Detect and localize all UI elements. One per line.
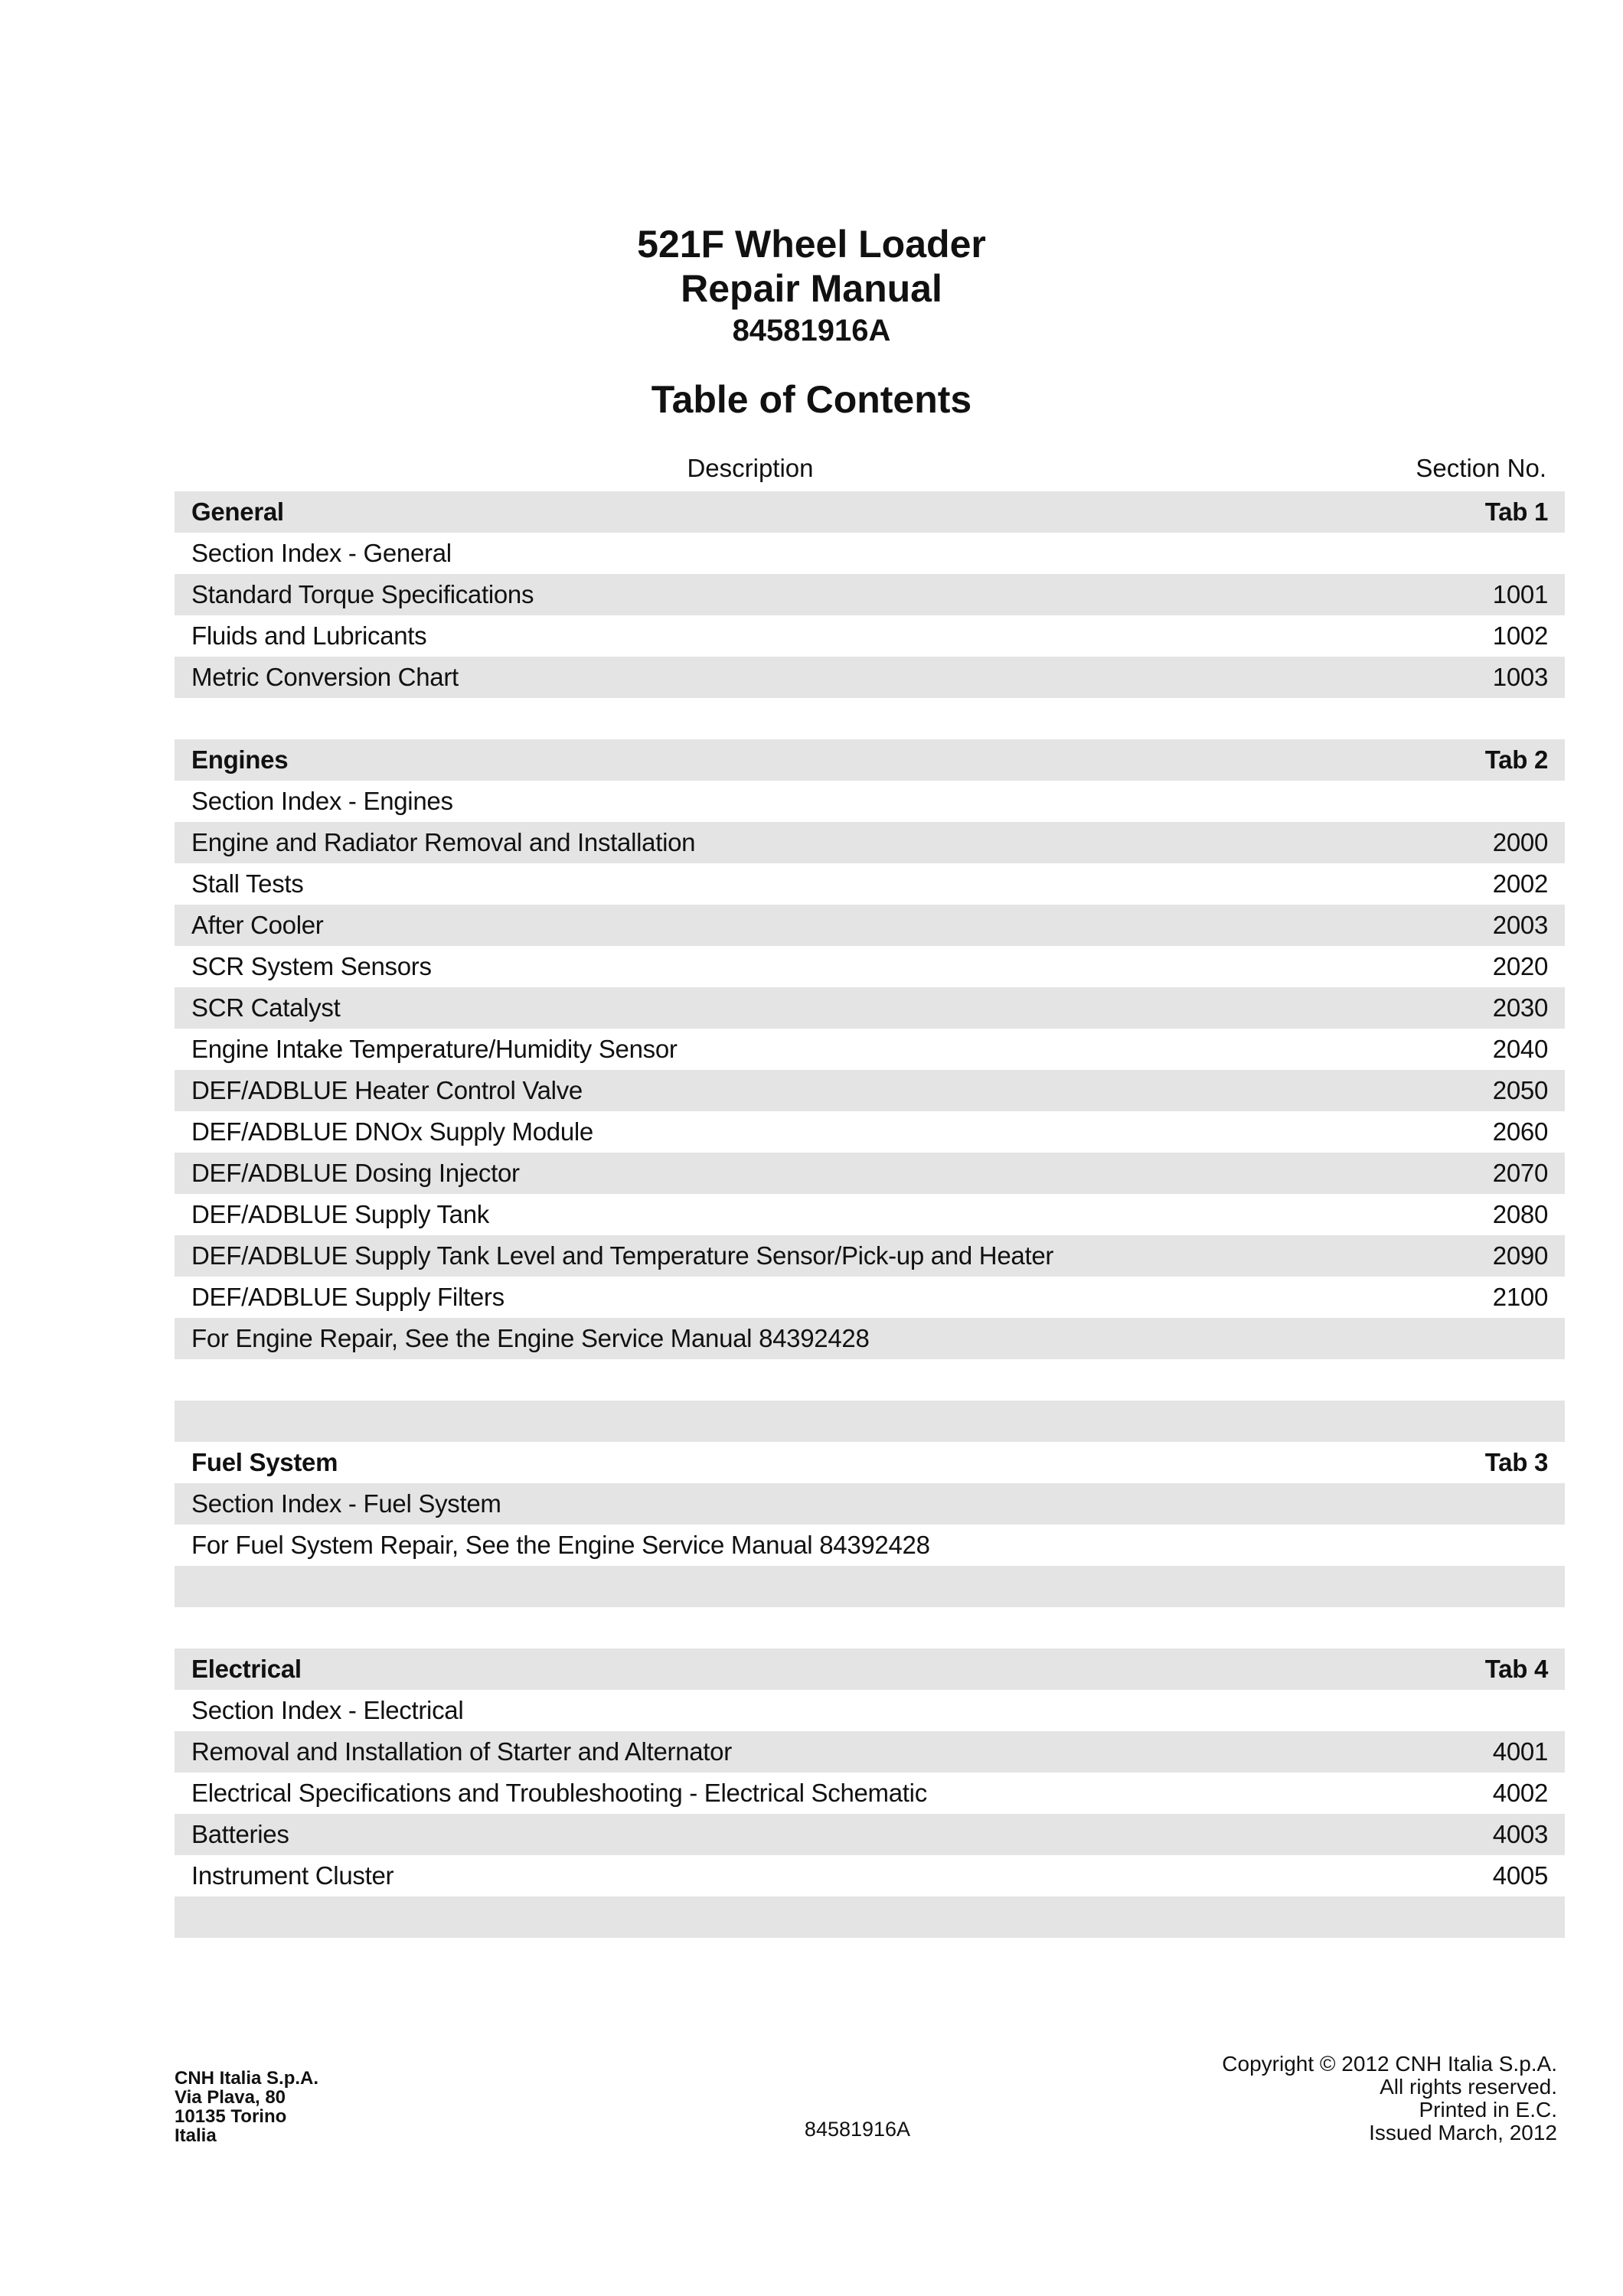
toc-section-header — [175, 1649, 1565, 1690]
toc-description: Section Index - Engines — [191, 787, 453, 815]
toc-section-number: 2090 — [1492, 1241, 1548, 1270]
toc-description: Batteries — [191, 1820, 289, 1848]
manual-title-block — [0, 222, 1623, 351]
toc-description: Electrical Specifications and Troubleshooting - Electrical Schematic — [191, 1779, 927, 1807]
toc-description: Fuel System — [191, 1448, 338, 1476]
toc-row — [175, 1401, 1565, 1442]
toc-description: Metric Conversion Chart — [191, 663, 459, 691]
toc-section-number: Tab 2 — [1484, 745, 1548, 774]
toc-section-number: Tab 4 — [1484, 1655, 1548, 1683]
toc-description: SCR Catalyst — [191, 993, 341, 1022]
toc-description: Stall Tests — [191, 869, 304, 898]
toc-description: Engines — [191, 745, 289, 774]
toc-description: For Engine Repair, See the Engine Service Manual 84392428 — [191, 1324, 870, 1352]
toc-row — [175, 1359, 1565, 1401]
toc-section-number: Tab 3 — [1484, 1448, 1548, 1476]
toc-row — [175, 1194, 1565, 1235]
toc-row — [175, 1855, 1565, 1896]
company-address-line: 10135 Torino — [175, 2106, 287, 2127]
toc-row — [175, 1483, 1565, 1525]
toc-section-number: 2030 — [1492, 993, 1548, 1022]
toc-description: DEF/ADBLUE Supply Filters — [191, 1283, 505, 1311]
toc-section-number: 2070 — [1492, 1159, 1548, 1187]
toc-section-number: 1003 — [1492, 663, 1548, 691]
toc-row — [175, 781, 1565, 822]
toc-description: Engine and Radiator Removal and Installation — [191, 828, 696, 856]
company-address-line: Italia — [175, 2125, 217, 2146]
toc-description: Section Index - Fuel System — [191, 1489, 501, 1518]
section-column-header: Section No. — [1416, 454, 1546, 482]
toc-row — [175, 1731, 1565, 1773]
toc-section-number: 2060 — [1492, 1117, 1548, 1146]
toc-row — [175, 533, 1565, 574]
copyright-line: Printed in E.C. — [1419, 2098, 1557, 2122]
toc-row — [175, 1235, 1565, 1277]
toc-row — [175, 822, 1565, 863]
copyright-line: All rights reserved. — [1380, 2075, 1557, 2099]
description-column-header: Description — [687, 454, 814, 482]
toc-row — [175, 1318, 1565, 1359]
toc-section-number: 4002 — [1492, 1779, 1548, 1807]
toc-section-number: 4001 — [1492, 1737, 1548, 1766]
toc-section-number: 2050 — [1492, 1076, 1548, 1104]
toc-row — [175, 1153, 1565, 1194]
toc-section-number: 2080 — [1492, 1200, 1548, 1228]
toc-row — [175, 905, 1565, 946]
copyright-line: Issued March, 2012 — [1369, 2121, 1557, 2144]
manual-title: 521F Wheel Loader — [637, 223, 986, 266]
toc-row — [175, 946, 1565, 987]
toc-title: Table of Contents — [651, 378, 972, 421]
company-address-line: Via Plava, 80 — [175, 2087, 286, 2108]
toc-description: Fluids and Lubricants — [191, 621, 427, 650]
toc-description: Electrical — [191, 1655, 302, 1683]
toc-row — [175, 1690, 1565, 1731]
company-address-line: CNH Italia S.p.A. — [175, 2068, 319, 2089]
toc-section-number: 2002 — [1492, 869, 1548, 898]
toc-description: General — [191, 497, 284, 526]
toc-row — [175, 1277, 1565, 1318]
toc-description: DEF/ADBLUE Dosing Injector — [191, 1159, 520, 1187]
toc-description: Engine Intake Temperature/Humidity Sensor — [191, 1035, 678, 1063]
toc-description: Instrument Cluster — [191, 1861, 394, 1890]
toc-row — [175, 1814, 1565, 1855]
toc-row — [175, 1773, 1565, 1814]
toc-description: Standard Torque Specifications — [191, 580, 534, 608]
toc-section-number: 2000 — [1492, 828, 1548, 856]
toc-section-header — [175, 491, 1565, 533]
toc-section-number: 4005 — [1492, 1861, 1548, 1890]
toc-section-number: 2003 — [1492, 911, 1548, 939]
copyright-block — [1222, 2053, 1557, 2144]
toc-description: DEF/ADBLUE DNOx Supply Module — [191, 1117, 593, 1146]
toc-row — [175, 1566, 1565, 1607]
toc-row — [175, 657, 1565, 698]
toc-section-number: 2100 — [1492, 1283, 1548, 1311]
toc-description: DEF/ADBLUE Supply Tank — [191, 1200, 489, 1228]
manual-doc-number: 84581916A — [732, 314, 891, 347]
toc-description: For Fuel System Repair, See the Engine Service Manual 84392428 — [191, 1531, 930, 1559]
toc-section-number: 1002 — [1492, 621, 1548, 650]
toc-row — [175, 615, 1565, 657]
manual-subtitle: Repair Manual — [681, 267, 942, 310]
toc-section-number: 2040 — [1492, 1035, 1548, 1063]
toc-row — [175, 1111, 1565, 1153]
toc-description: Section Index - Electrical — [191, 1696, 464, 1724]
copyright-line: Copyright © 2012 CNH Italia S.p.A. — [1222, 2052, 1557, 2076]
toc-table — [175, 491, 1565, 1938]
toc-row — [175, 1070, 1565, 1111]
toc-row — [175, 987, 1565, 1029]
toc-description: DEF/ADBLUE Supply Tank Level and Temperature Sensor/Pick-up and Heater — [191, 1241, 1054, 1270]
toc-row — [175, 863, 1565, 905]
toc-spacer — [175, 698, 1565, 739]
toc-section-header — [175, 739, 1565, 781]
toc-description: After Cooler — [191, 911, 324, 939]
toc-description: SCR System Sensors — [191, 952, 432, 980]
toc-row — [175, 1896, 1565, 1938]
toc-section-number: 4003 — [1492, 1820, 1548, 1848]
toc-section-header — [175, 1442, 1565, 1483]
toc-description: Removal and Installation of Starter and Alternator — [191, 1737, 732, 1766]
toc-section-number: 1001 — [1492, 580, 1548, 608]
toc-row — [175, 574, 1565, 615]
toc-section-number: Tab 1 — [1484, 497, 1548, 526]
toc-description: Section Index - General — [191, 539, 452, 567]
toc-section-number: 2020 — [1492, 952, 1548, 980]
toc-description: DEF/ADBLUE Heater Control Valve — [191, 1076, 583, 1104]
toc-row — [175, 1525, 1565, 1566]
toc-row — [175, 1029, 1565, 1070]
toc-spacer — [175, 1607, 1565, 1649]
footer-doc-number: 84581916A — [804, 2118, 911, 2141]
